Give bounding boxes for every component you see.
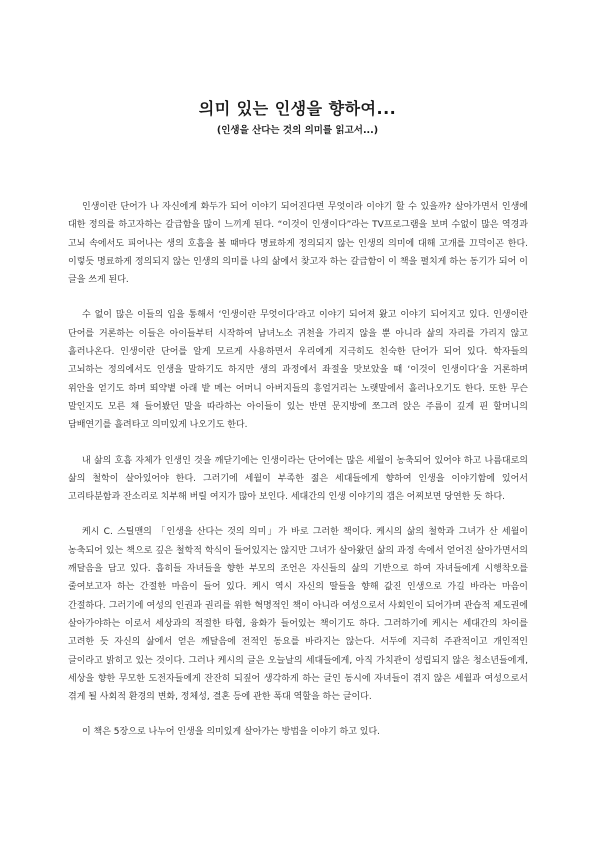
paragraph-intro: 인생이란 단어가 나 자신에게 화두가 되어 이야기 되어진다면 무엇이라 이야기 할 수 있을까? 살아가면서 인생에 대한 정의를 하고자하는 갈급함을 많이 느끼게 된다. “이것이 인생이다”라는 TV프로그램을 보며 수없이 많은 역경과 고뇌 속에서도 피어나는 생의 호흡을 볼 때마다 명료하게 정의되지 않는 인생의 의미에 대해 고개를 끄덕이곤 한다. 이렇듯 명료하게 정의되지 않는 인생의 의미를 나의 삶에서 찾고자 하는 갈급함이 이 책을 펼치게 하는 동기가 되어 이 글을 쓰게 된다. xyxy=(68,202,528,286)
document-subtitle: (인생을 산다는 것의 의미를 읽고서...) xyxy=(216,125,379,136)
document-body xyxy=(68,198,528,759)
paragraph-chapters: 이 책은 5장으로 나누어 인생을 의미있게 살아가는 방법을 이야기 하고 있다. xyxy=(82,727,381,738)
document-title: 의미 있는 인생을 향하여... xyxy=(198,99,397,118)
paragraph-generations: 내 삶의 호흡 자체가 인생인 것을 깨닫기에는 인생이라는 단어에는 많은 세월이 농축되어 있어야 하고 나름대로의 삶의 철학이 살아있어야 한다. 그러기에 세월이 부족한 젊은 세대들에게 향하여 인생을 이야기함에 있어서 고리타분함과 잔소리로 치부해 버릴 여지가 많아 보인다. 세대간의 인생 이야기의 갭은 어찌보면 당연한 듯 하다. xyxy=(68,455,528,503)
paragraph-definitions: 수 없이 많은 이들의 입을 통해서 ‘인생이란 무엇이다’라고 이야기 되어져 왔고 이야기 되어지고 있다. 인생이란 단어를 거론하는 이들은 아이들부터 시작하여 남녀노소 귀천을 가리지 않을 뿐 아니라 삶의 자리를 가리지 않고 흘러나온다. 인생이란 단어를 알게 모르게 사용하면서 우리에게 지극히도 친숙한 단어가 되어 있다. 학자들의 고뇌하는 정의에서도 인생을 말하기도 하지만 생의 과정에서 좌절을 맛보았을 때 ‘이것이 인생이다’을 거론하며 위안을 얻기도 하며 뙤약볕 아래 밭 메는 어머니 아버지들의 흥얼거리는 노랫말에서 흘러나오기도 한다. 또한 무슨 말인지도 모른 채 들어봤던 말을 따라하는 아이들이 있는 반면 문지방에 쪼그려 앉은 주름이 깊게 핀 할머니의 담배연기를 흘려타고 의미있게 나오기도 한다. xyxy=(68,310,528,431)
paragraph-book-review: 케시 C. 스틸맨의 「인생을 산다는 것의 의미」가 바로 그러한 책이다. 케시의 삶의 철학과 그녀가 산 세월이 농축되어 있는 책으로 깊은 철학적 학식이 들어있지는 않지만 그녀가 살아왔던 삶의 과정 속에서 얻어진 살아가면서의 깨달음을 담고 있다. 흡히들 자녀들을 향한 부모의 조언은 자신들의 삶의 기반으로 하여 자녀들에게 시행착오를 줄여보고자 하는 간절한 마음이 들어 있다. 케시 역시 자신의 딸들을 향해 값진 인생으로 가길 바라는 마음이 간절하다. 그러기에 여성의 인권과 권리를 위한 혁명적인 책이 아니라 여성으로서 사회인이 되어가며 관습적 제도권에 살아가야하는 이로서 세상과의 적절한 타협, 융화가 들어있는 책이기도 하다. 그러하기에 케시는 세대간의 차이를 고려한 듯 자신의 삶에서 얻은 깨달음에 전적인 동요를 바라지는 않는다. 서두에 지극히 주관적이고 개인적인 글이라고 밝히고 있는 것이다. 그러나 케시의 글은 오늘날의 세대들에게, 아직 가치관이 성립되지 않은 청소년들에게, 세상을 향한 무모한 도전자들에게 잔잔히 되짚어 생각하게 하는 글인 동시에 자녀들이 겪지 않은 세월과 여성으로서 겪게 될 사회적 환경의 변화, 정체성, 결혼 등에 관한 폭대 역할을 하는 글이다. xyxy=(68,527,528,703)
